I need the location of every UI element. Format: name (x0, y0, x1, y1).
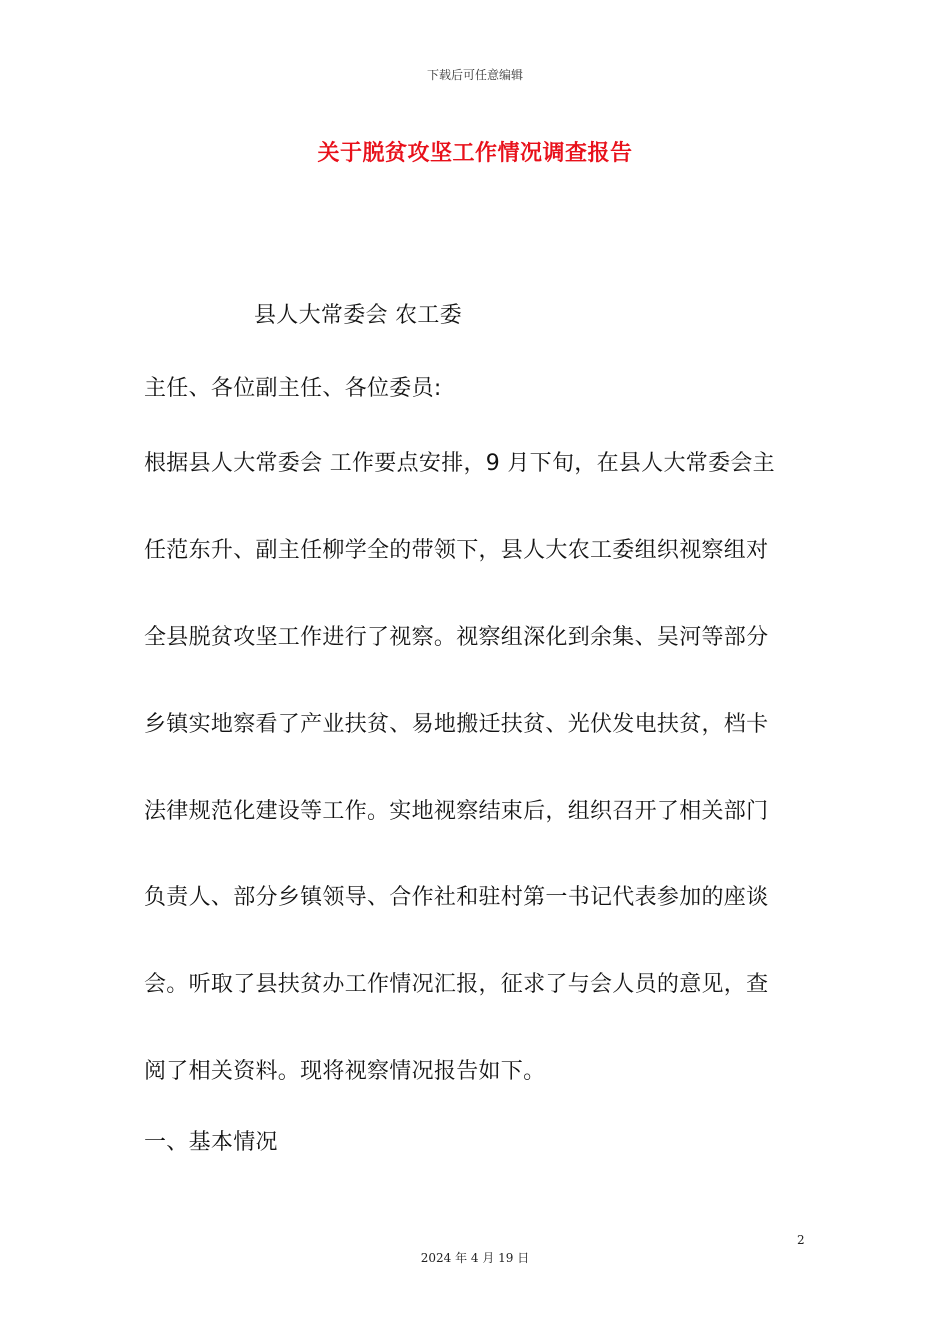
body-line: 法律规范化建设等工作。实地视察结束后，组织召开了相关部门 (144, 799, 769, 824)
document-title: 关于脱贫攻坚工作情况调查报告 (317, 141, 633, 166)
sender-line: 县人大常委会 农工委 (254, 303, 462, 328)
body-line: 阅了相关资料。现将视察情况报告如下。 (144, 1059, 546, 1084)
footer-date: 2024 年 4 月 19 日 (420, 1251, 530, 1265)
page-number: 2 (797, 1233, 805, 1247)
body-line: 负责人、部分乡镇领导、合作社和驻村第一书记代表参加的座谈 (144, 885, 769, 910)
body-line: 全县脱贫攻坚工作进行了视察。视察组深化到余集、吴河等部分 (144, 625, 769, 650)
salutation-line: 主任、各位副主任、各位委员: (144, 376, 442, 401)
section-heading: 一、基本情况 (144, 1130, 278, 1155)
body-line: 根据县人大常委会 工作要点安排，9 月下旬，在县人大常委会主 (144, 451, 775, 476)
body-line: 会。听取了县扶贫办工作情况汇报，征求了与会人员的意见，查 (144, 972, 769, 997)
body-line: 任范东升、副主任柳学全的带领下，县人大农工委组织视察组对 (144, 538, 769, 563)
header-note: 下载后可任意编辑 (426, 68, 523, 82)
body-line: 乡镇实地察看了产业扶贫、易地搬迁扶贫、光伏发电扶贫，档卡 (144, 712, 769, 737)
